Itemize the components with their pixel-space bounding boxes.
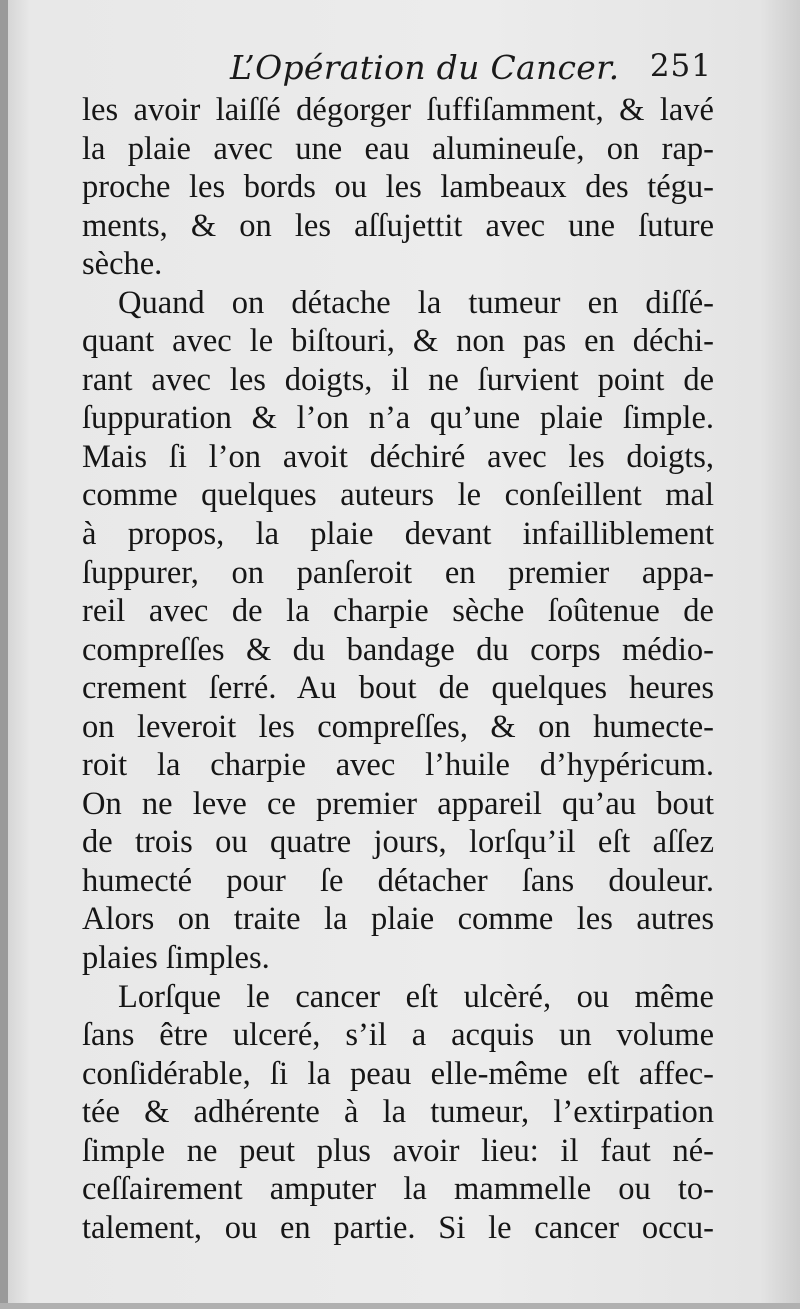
text-line: les avoir laiſſé dégorger ſuffiſamment, & lavé: [82, 92, 714, 128]
text-line: ments, & on les aſſujettit avec une ſuture: [82, 207, 714, 244]
page-number: 251: [649, 48, 712, 84]
text-line: roit la charpie avec l’huile d’hypéricum.: [82, 747, 714, 784]
text-line: la plaie avec une eau alumineuſe, on rap-: [82, 130, 714, 167]
text-line: ſuppuration & l’on n’a qu’une plaie ſimple.: [82, 400, 714, 437]
paragraph-start-line: Quand on détache la tumeur en diſſé-: [118, 284, 714, 321]
running-title: L’Opération du Cancer.: [230, 48, 620, 87]
text-line: ſimple ne peut plus avoir lieu: il faut né-: [82, 1132, 714, 1169]
text-line: plaies ſimples.: [82, 940, 270, 977]
text-line: talement, ou en partie. Si le cancer occu-: [82, 1209, 714, 1246]
page-bottom-edge: [0, 1303, 800, 1309]
body-text: [82, 91, 714, 1247]
text-line: On ne leve ce premier appareil qu’au bout: [82, 785, 714, 822]
text-line: humecté pour ſe détacher ſans douleur.: [82, 862, 714, 899]
text-line: ſuppurer, on panſeroit en premier appa-: [82, 554, 714, 591]
text-line: rant avec les doigts, il ne ſurvient point de: [82, 361, 714, 398]
text-line: on leveroit les compreſſes, & on humecte-: [82, 708, 714, 745]
text-line: tée & adhérente à la tumeur, l’extirpation: [82, 1094, 714, 1131]
text-line: reil avec de la charpie sèche ſoûtenue de: [82, 593, 714, 630]
running-head: [82, 44, 712, 92]
text-line: comme quelques auteurs le conſeillent mal: [82, 477, 714, 514]
page-gutter-shadow: [0, 0, 8, 1309]
text-line: à propos, la plaie devant infailliblement: [82, 516, 714, 553]
text-line: compreſſes & du bandage du corps médio-: [82, 631, 714, 668]
paragraph-start-line: Lorſque le cancer eſt ulcèré, ou même: [118, 978, 714, 1015]
text-line: conſidérable, ſi la peau elle-même eſt affec-: [82, 1055, 714, 1092]
text-line: de trois ou quatre jours, lorſqu’il eſt aſſez: [82, 824, 714, 861]
text-line: ceſſairement amputer la mammelle ou to-: [82, 1171, 714, 1208]
text-line: Mais ſi l’on avoit déchiré avec les doigts,: [82, 438, 714, 475]
text-line: crement ſerré. Au bout de quelques heures: [82, 670, 714, 707]
text-line: quant avec le biſtouri, & non pas en déchi-: [82, 323, 714, 360]
text-line: ſans être ulceré, s’il a acquis un volume: [82, 1017, 714, 1054]
text-line: sèche.: [82, 246, 163, 283]
text-line: Alors on traite la plaie comme les autres: [82, 901, 714, 938]
text-line: proche les bords ou les lambeaux des tégu-: [82, 169, 714, 206]
